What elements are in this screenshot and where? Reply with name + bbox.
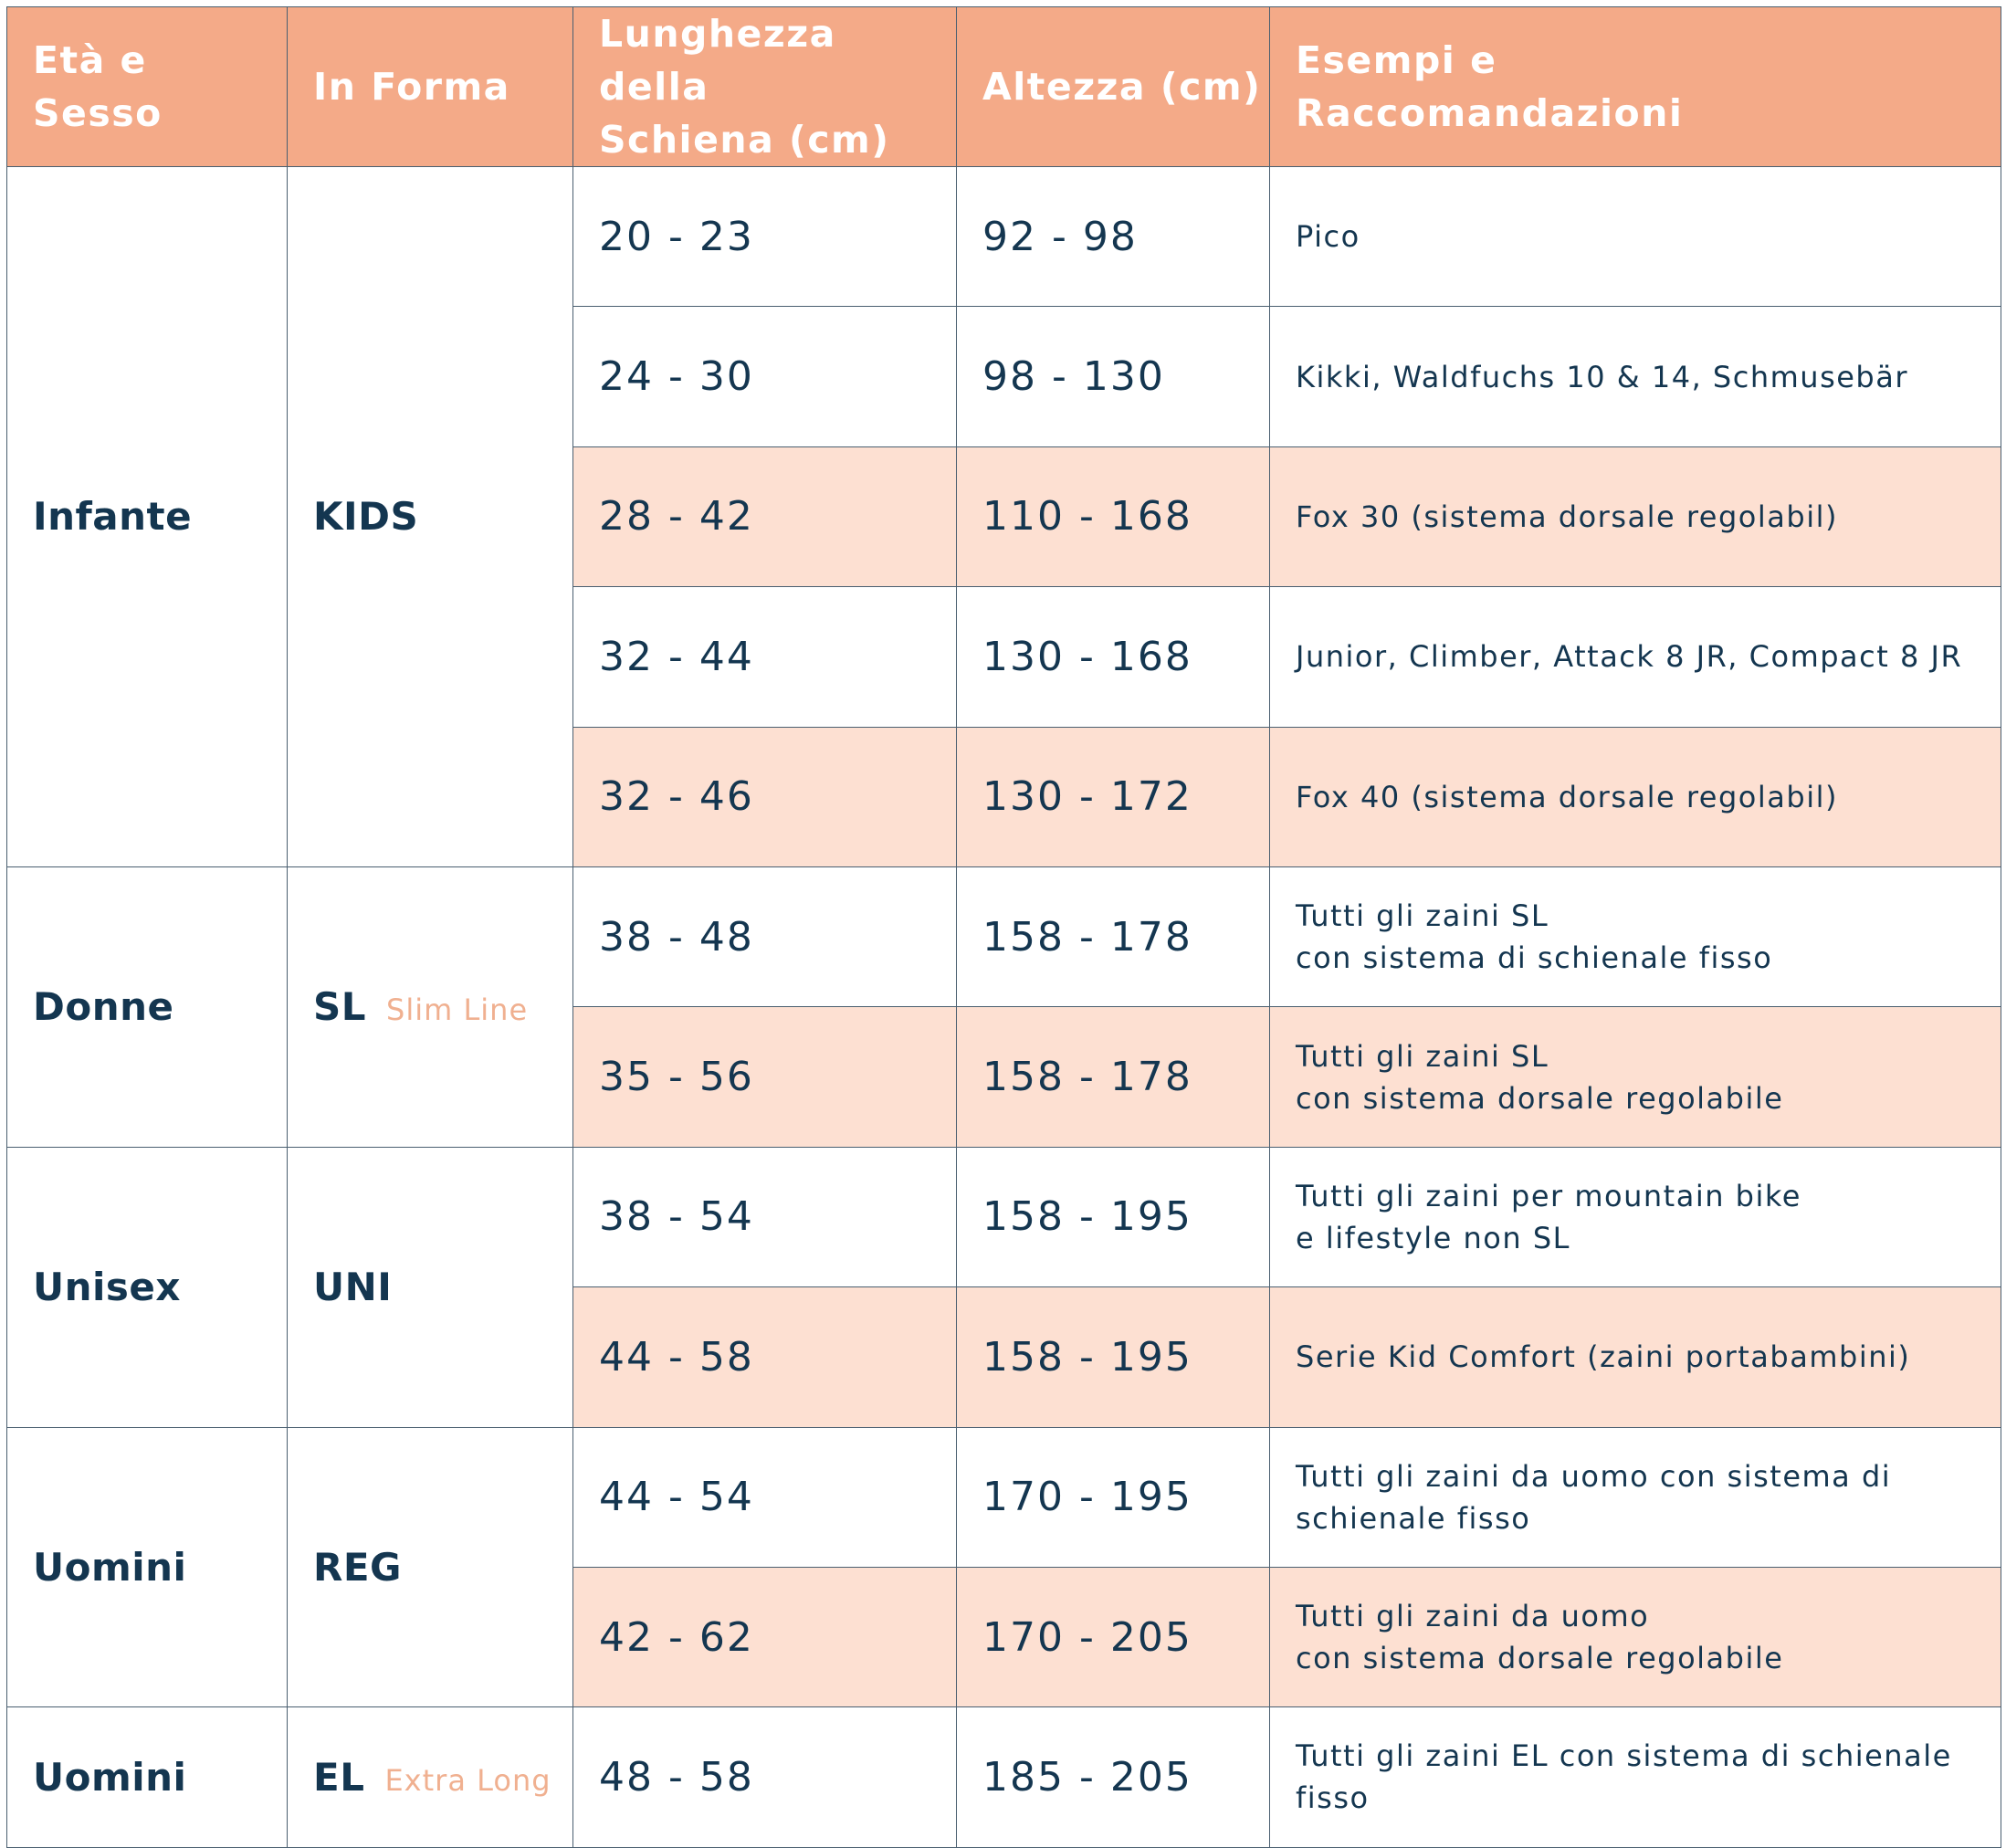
header-line: Esempi e: [1296, 38, 1497, 82]
fit-cell: [288, 167, 573, 867]
height-cell: 98 - 130: [957, 307, 1270, 446]
header-age-sex: [7, 7, 288, 167]
examples-line: Tutti gli zaini da uomo: [1296, 1599, 1650, 1634]
height-cell: 92 - 98: [957, 167, 1270, 307]
fit-note: Extra Long: [384, 1762, 551, 1798]
height-cell: 110 - 168: [957, 446, 1270, 586]
fit-label: REG: [313, 1544, 403, 1590]
examples-line: con sistema dorsale regolabile: [1296, 1641, 1784, 1676]
height-cell: 158 - 178: [957, 1007, 1270, 1147]
examples-cell: [1270, 1007, 2001, 1147]
back-length-cell: 32 - 44: [573, 587, 957, 727]
header-row: [7, 7, 2001, 167]
examples-line: Fox 30 (sistema dorsale regolabil): [1296, 499, 1838, 534]
header-height: [957, 7, 1270, 167]
fit-cell: [288, 866, 573, 1147]
size-table: [6, 6, 2001, 1848]
back-length-cell: 20 - 23: [573, 167, 957, 307]
height-cell: 170 - 205: [957, 1567, 1270, 1706]
table-row: [7, 167, 2001, 307]
height-cell: 158 - 178: [957, 866, 1270, 1006]
table-header: [7, 7, 2001, 167]
height-cell: 130 - 168: [957, 587, 1270, 727]
header-line: Raccomandazioni: [1296, 91, 1684, 135]
examples-line: Tutti gli zaini per mountain bike: [1296, 1178, 1801, 1213]
header-line: Altezza (cm): [982, 65, 1262, 109]
examples-line: Fox 40 (sistema dorsale regolabil): [1296, 779, 1838, 814]
examples-cell: [1270, 1287, 2001, 1427]
fit-label: UNI: [313, 1265, 393, 1310]
fit-label: EL: [313, 1754, 365, 1800]
age-sex-cell: Uomini: [7, 1427, 288, 1707]
back-length-cell: 42 - 62: [573, 1567, 957, 1706]
examples-line: Serie Kid Comfort (zaini portabambini): [1296, 1339, 1911, 1375]
header-line: Sesso: [33, 91, 163, 135]
back-length-cell: 38 - 48: [573, 866, 957, 1006]
examples-line: Pico: [1296, 219, 1360, 255]
height-cell: 130 - 172: [957, 727, 1270, 866]
examples-cell: [1270, 587, 2001, 727]
examples-cell: [1270, 1147, 2001, 1286]
examples-line: con sistema dorsale regolabile: [1296, 1080, 1784, 1116]
examples-line: Kikki, Waldfuchs 10 & 14, Schmusebär: [1296, 359, 1908, 394]
header-line: Età e: [33, 38, 147, 82]
table-row: [7, 866, 2001, 1006]
examples-line: Tutti gli zaini SL: [1296, 898, 1549, 934]
back-length-cell: 44 - 58: [573, 1287, 957, 1427]
height-cell: 185 - 205: [957, 1707, 1270, 1847]
examples-line: Tutti gli zaini SL: [1296, 1038, 1549, 1074]
examples-cell: [1270, 307, 2001, 446]
examples-cell: [1270, 727, 2001, 866]
examples-line: con sistema di schienale fisso: [1296, 940, 1773, 976]
table-row: [7, 1147, 2001, 1286]
age-sex-cell: Donne: [7, 866, 288, 1147]
examples-line: Tutti gli zaini EL con sistema di schienale fisso: [1296, 1738, 1952, 1816]
height-cell: 170 - 195: [957, 1427, 1270, 1567]
header-line: Schiena (cm): [599, 118, 890, 162]
height-cell: 158 - 195: [957, 1287, 1270, 1427]
examples-line: Junior, Climber, Attack 8 JR, Compact 8 JR: [1296, 639, 1963, 675]
header-examples: [1270, 7, 2001, 167]
age-sex-cell: Uomini: [7, 1707, 288, 1847]
examples-line: schienale fisso: [1296, 1500, 1531, 1536]
fit-cell: [288, 1707, 573, 1847]
examples-cell: [1270, 446, 2001, 586]
back-length-cell: 32 - 46: [573, 727, 957, 866]
examples-cell: [1270, 1707, 2001, 1847]
examples-cell: [1270, 866, 2001, 1006]
age-sex-cell: Infante: [7, 167, 288, 867]
back-length-cell: 38 - 54: [573, 1147, 957, 1286]
header-line: In Forma: [313, 65, 510, 109]
table-row: [7, 1707, 2001, 1847]
examples-line: e lifestyle non SL: [1296, 1220, 1570, 1255]
examples-line: Tutti gli zaini da uomo con sistema di: [1296, 1458, 1892, 1494]
back-length-cell: 35 - 56: [573, 1007, 957, 1147]
fit-label: SL: [313, 984, 367, 1030]
fit-label: KIDS: [313, 494, 419, 540]
back-length-cell: 48 - 58: [573, 1707, 957, 1847]
back-length-cell: 44 - 54: [573, 1427, 957, 1567]
fit-note: Slim Line: [386, 992, 529, 1028]
age-sex-cell: Unisex: [7, 1147, 288, 1427]
examples-cell: [1270, 1567, 2001, 1706]
fit-cell: [288, 1427, 573, 1707]
table-body: [7, 167, 2001, 1848]
height-cell: 158 - 195: [957, 1147, 1270, 1286]
examples-cell: [1270, 167, 2001, 307]
back-length-cell: 28 - 42: [573, 446, 957, 586]
header-back-length: [573, 7, 957, 167]
table-row: [7, 1427, 2001, 1567]
header-line: Lunghezza della: [599, 12, 836, 109]
back-length-cell: 24 - 30: [573, 307, 957, 446]
fit-cell: [288, 1147, 573, 1427]
examples-cell: [1270, 1427, 2001, 1567]
header-fit: [288, 7, 573, 167]
